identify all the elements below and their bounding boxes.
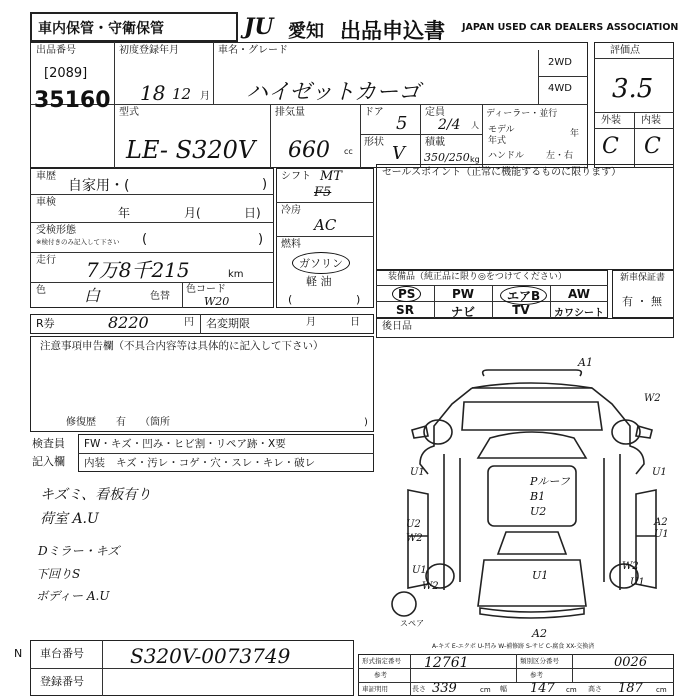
- damage-a2-right: A2: [654, 517, 668, 528]
- damage-a2-bottom: A2: [532, 627, 547, 640]
- inspector-row2: キズ・汚レ・コゲ・穴・スレ・キレ・破レ: [116, 457, 316, 469]
- vehicle-name-label: 車名・グレード: [218, 45, 288, 56]
- repair-place: （箇所: [140, 417, 170, 428]
- note-line-5: ボディー A.U: [36, 589, 110, 603]
- inspection-label: 車検: [36, 197, 56, 208]
- interior-score: C: [644, 134, 661, 159]
- recycle-value: 8220: [108, 313, 149, 332]
- first-reg-month: 12: [172, 85, 192, 103]
- load-value: 350/250: [424, 151, 470, 164]
- year-suffix: 年: [570, 129, 580, 139]
- ju-logo: JU: [244, 14, 274, 40]
- mileage-label: 走行: [36, 255, 56, 266]
- damage-u1-right-1: U1: [652, 467, 667, 478]
- shift-struck: F5: [314, 185, 332, 200]
- spec-cert-label: 車証明用: [362, 685, 388, 693]
- load-unit: kg: [470, 155, 480, 164]
- receipt-note: ※検付きのみ記入して下さい: [36, 238, 120, 246]
- score-value: 3.5: [612, 74, 654, 104]
- handle-options: 左・右: [546, 151, 574, 161]
- roof-note-2: B1: [530, 490, 546, 503]
- damage-legend: A-キズ E-エクボ U-凹み W-補修跡 S-サビ C-腐食 XX-交換済: [432, 643, 595, 650]
- note-line-1: キズミ、看板有り: [40, 487, 152, 503]
- equipment-label: 装備品（純正品に限り◎をつけてください）: [388, 272, 567, 282]
- option-2wd: 2WD: [548, 57, 572, 68]
- color-value: 白: [84, 286, 101, 305]
- equip-pw: PW: [451, 287, 475, 301]
- doors-label: ドア: [364, 107, 384, 118]
- history-value: 自家用・(: [68, 178, 130, 194]
- transfer-label: 名変期限: [206, 317, 250, 330]
- damage-u1-right-2: U1: [654, 529, 669, 540]
- load-label: 積載: [425, 137, 445, 148]
- roof-note-3: U2: [530, 505, 547, 518]
- inspector-row1: FW・キズ・凹み・ヒビ割・リペア跡・X要: [84, 438, 286, 450]
- inspection-day: 日): [244, 206, 261, 220]
- mileage-value: 7万8千215: [86, 258, 190, 282]
- receipt-label: 受検形態: [36, 225, 76, 236]
- sales-point-label: セールスポイント（正常に機能するものに限ります）: [382, 167, 622, 178]
- receipt-open: (: [142, 232, 148, 247]
- fuel-open: (: [288, 293, 293, 306]
- warranty-options: 有 ・ 無: [622, 295, 662, 308]
- doors-value: 5: [396, 113, 408, 134]
- transfer-month: 月: [306, 317, 316, 328]
- spec-width-label: 幅: [500, 685, 507, 693]
- history-close: ): [262, 177, 268, 192]
- fuel-close: ): [356, 293, 361, 306]
- damage-u1-rear: U1: [532, 569, 549, 582]
- damage-u1-left-1: U1: [410, 467, 425, 478]
- displacement-value: 660: [288, 138, 330, 163]
- cooling-value: AC: [314, 216, 337, 234]
- fuel-gasoline: ガソリン: [292, 252, 350, 274]
- model-value: LE- S320V: [126, 136, 256, 164]
- registration-number-label: 登録番号: [40, 675, 84, 688]
- form-title: 出品申込書: [340, 19, 445, 43]
- damage-u1-left-2: U1: [412, 565, 427, 576]
- equip-ps: PS: [392, 286, 421, 302]
- chassis-label: 車台番号: [40, 647, 84, 660]
- vehicle-name-value: ハイゼットカーゴ: [246, 80, 421, 105]
- roof-note-1: Pルーフ: [530, 475, 570, 488]
- first-reg-year: 18: [140, 81, 166, 105]
- spec-width-unit: cm: [566, 686, 577, 694]
- note-line-2: 荷室 A.U: [40, 511, 99, 527]
- recycle-box: [30, 314, 374, 334]
- inspector-label-1: 検査員: [32, 437, 65, 450]
- spec-ref-label: 参考: [374, 671, 387, 679]
- equip-sr: SR: [396, 303, 414, 317]
- sales-point-box: [376, 164, 674, 270]
- color-tone-label: 色替: [150, 291, 170, 302]
- damage-u2-left: U2: [406, 519, 421, 530]
- spec-height-value: 187: [618, 681, 643, 696]
- history-label: 車歴: [36, 171, 56, 182]
- damage-w2-right-rear: W2: [622, 561, 639, 572]
- note-line-4: 下回りS: [36, 567, 81, 581]
- damage-w2-right-top: W2: [644, 393, 661, 404]
- spec-width-value: 147: [530, 681, 555, 696]
- spec-class-label: 類別区分番号: [520, 657, 559, 665]
- model-label: 型式: [119, 107, 139, 118]
- capacity-value: 2/4: [438, 117, 461, 133]
- capacity-unit: 人: [471, 121, 479, 130]
- spec-height-unit: cm: [656, 686, 667, 694]
- lot-bracket-number: [2089]: [44, 66, 88, 81]
- note-line-3: Dミラー・キズ: [38, 544, 120, 558]
- storage-label: 車内保管・守衛保管: [30, 12, 238, 42]
- first-reg-month-unit: 月: [200, 91, 210, 102]
- recycle-unit: 円: [184, 317, 194, 328]
- spec-height-label: 高さ: [588, 685, 602, 693]
- equip-aw: AW: [568, 287, 590, 301]
- color-label: 色: [36, 285, 46, 296]
- equip-seat: カワシート: [554, 308, 604, 319]
- damage-w2-left-rear: W2: [422, 581, 439, 592]
- equip-tv: TV: [512, 303, 530, 317]
- displacement-label: 排気量: [275, 107, 305, 118]
- fuel-label: 燃料: [281, 239, 301, 250]
- inspection-month: 月(: [184, 206, 201, 220]
- damage-w2-left: W2: [406, 533, 423, 544]
- spec-class-value: 0026: [614, 655, 648, 670]
- fuel-diesel: 軽 油: [306, 275, 332, 288]
- mileage-unit: km: [228, 269, 244, 280]
- notes-label: 注意事項申告欄（不具合内容等は具体的に記入して下さい）: [40, 340, 324, 352]
- spec-ref2-label: 参考: [530, 671, 543, 679]
- spec-type-label: 形式指定番号: [362, 657, 401, 665]
- color-code-label: 色コード: [186, 284, 226, 295]
- capacity-label: 定員: [425, 107, 445, 118]
- dealer-label: ディーラー・並行: [486, 109, 558, 119]
- exterior-label: 外装: [601, 115, 621, 126]
- recycle-label: R券: [36, 317, 55, 330]
- option-4wd: 4WD: [548, 83, 572, 94]
- transfer-day: 日: [350, 317, 360, 328]
- model-year-label: モデル: [488, 125, 515, 135]
- spec-length-value: 339: [432, 681, 457, 696]
- handle-label: ハンドル: [488, 151, 525, 161]
- year-label: 年式: [488, 136, 507, 146]
- inspector-label-2: 記入欄: [32, 455, 65, 468]
- lot-number: 35160: [34, 88, 111, 113]
- interior-label: 内装: [641, 115, 661, 126]
- first-reg-label: 初度登録年月: [119, 45, 179, 56]
- later-items-box: [376, 318, 674, 338]
- cooling-label: 冷房: [281, 205, 301, 216]
- association-name: JAPAN USED CAR DEALERS ASSOCIATION: [462, 22, 679, 33]
- damage-a1-top: A1: [578, 356, 593, 369]
- inspection-year: 年: [118, 206, 131, 220]
- damage-u1-right-rear: U1: [630, 577, 645, 588]
- exterior-score: C: [602, 134, 619, 159]
- score-label: 評価点: [610, 45, 640, 56]
- spare-label: スペア: [400, 619, 424, 628]
- shape-value: V: [392, 143, 405, 164]
- spec-length-unit: cm: [480, 686, 491, 694]
- shape-label: 形状: [364, 137, 384, 148]
- color-code-value: W20: [204, 295, 230, 308]
- equip-navi: ナビ: [450, 305, 475, 319]
- inspector-row2-prefix: 内装: [84, 457, 105, 469]
- equip-airbag: エアB: [500, 286, 547, 305]
- shift-label: シフト: [281, 171, 311, 182]
- brand-city: 愛知: [288, 21, 324, 42]
- receipt-close: ): [258, 232, 264, 247]
- lot-label: 出品番号: [36, 45, 76, 56]
- chassis-value: S320V-0073749: [130, 644, 291, 668]
- repair-close: ): [364, 417, 368, 428]
- chassis-mark: N: [14, 647, 23, 660]
- spec-length-label: 長さ: [412, 685, 426, 693]
- displacement-unit: cc: [344, 147, 353, 156]
- shift-value: MT: [320, 169, 342, 184]
- repair-value: 有: [116, 417, 126, 428]
- repair-label: 修復歴: [66, 417, 96, 428]
- later-items-label: 後日品: [382, 321, 412, 332]
- spec-type-value: 12761: [424, 655, 469, 671]
- warranty-label: 新車保証書: [620, 273, 666, 283]
